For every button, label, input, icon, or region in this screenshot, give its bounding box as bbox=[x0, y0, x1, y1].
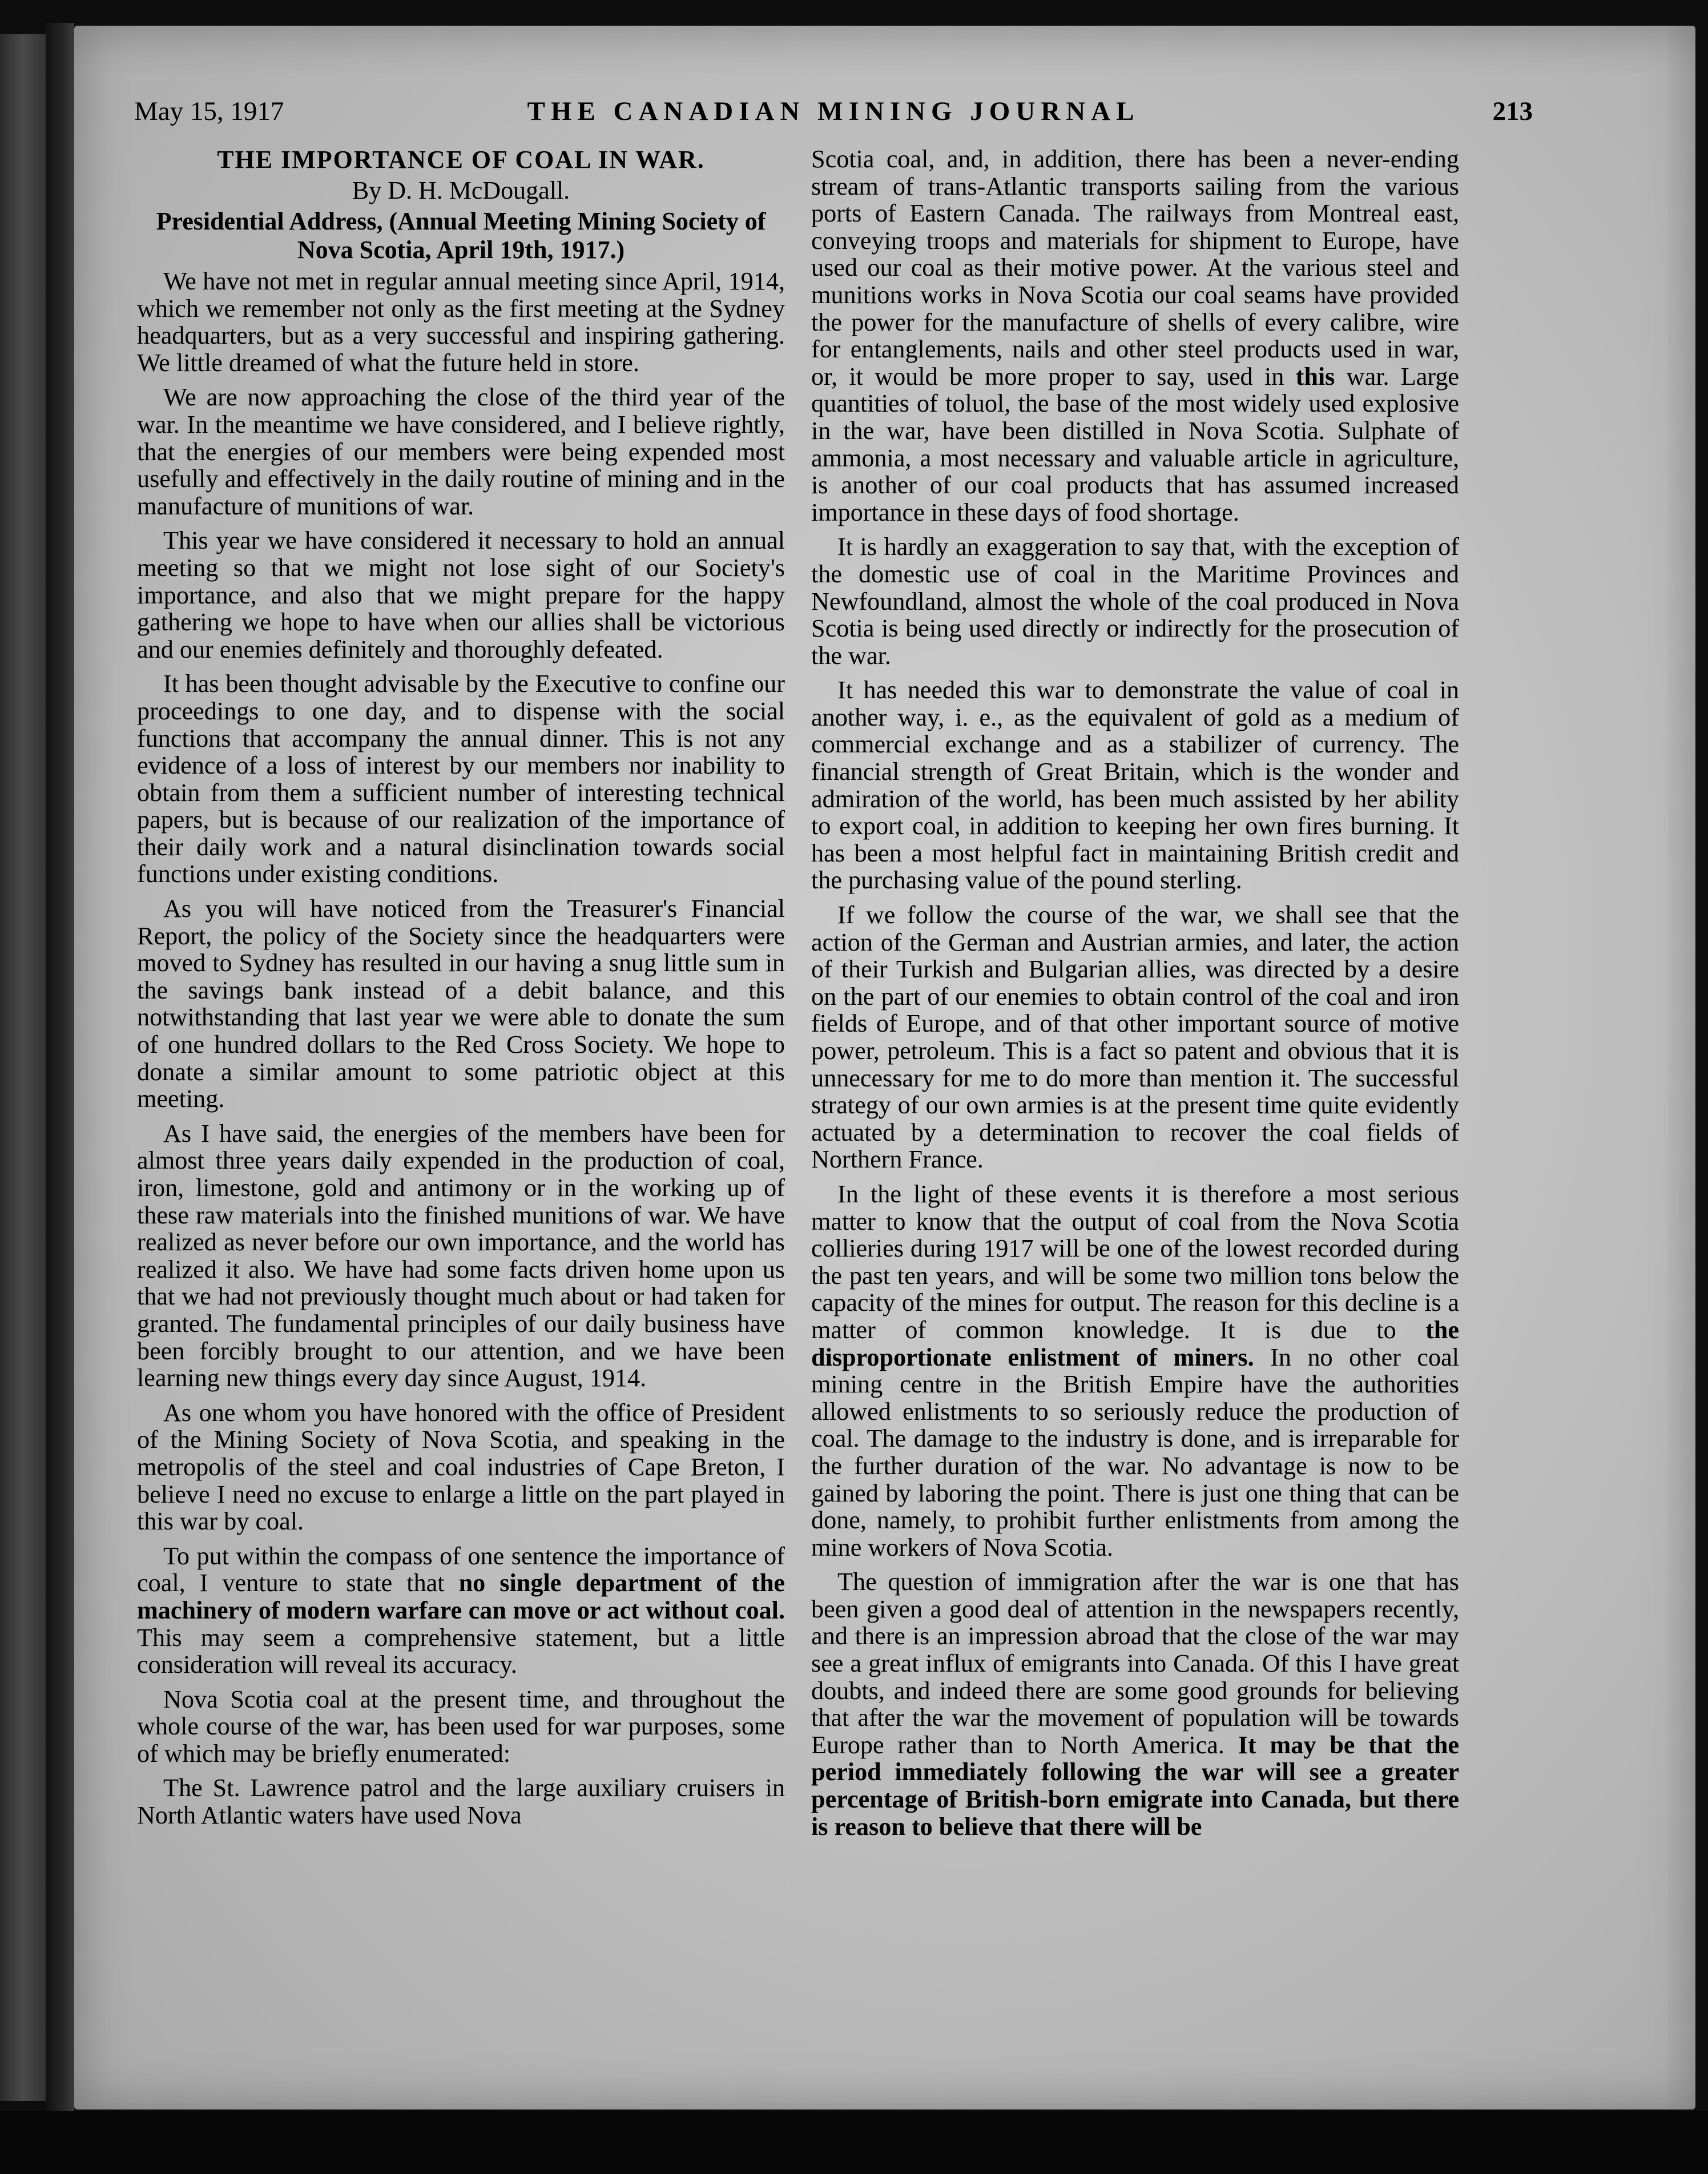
emphasized-text: It may be that the period immediately following the war will see a greater percentage of British-born emigrate into Canada, but there is reason to believe that there will be bbox=[811, 1730, 1459, 1841]
paragraph-text: To put within the compass of one sentence the importance of coal, I venture to state that bbox=[137, 1541, 785, 1597]
paragraph: This year we have considered it necessary to hold an annual meeting so that we might not lose sight of our Society's importance, and also that we might prepare for the happy gathering we hope to have when our allies shall be victorious and our enemies definitely and thoroughly defeated. bbox=[137, 526, 785, 663]
paragraph bbox=[811, 1181, 1459, 1561]
paragraph-text: Scotia coal, and, in addition, there has been a never-ending stream of trans-Atlantic transports sailing from the various ports of Eastern Canada. The railways from Montreal east, conveying troops and materials for shipment to Europe, have used our coal as their motive power. At the various steel and munitions works in Nova Scotia our coal seams have provided the power for the manufacture of shells of every calibre, wire for entanglements, nails and other steel products used in war, or, it would be more proper to say, used in bbox=[811, 145, 1459, 390]
issue-date: May 15, 1917 bbox=[134, 96, 284, 126]
running-head bbox=[134, 91, 1533, 131]
page-number: 213 bbox=[1492, 96, 1533, 126]
journal-title: THE CANADIAN MINING JOURNAL bbox=[527, 96, 1140, 126]
paragraph: The St. Lawrence patrol and the large auxiliary cruisers in North Atlantic waters have used Nova bbox=[137, 1774, 785, 1830]
article-byline: By D. H. McDougall. bbox=[352, 176, 570, 204]
emphasized-text: this bbox=[1295, 362, 1335, 390]
paragraph: Nova Scotia coal at the present time, and throughout the whole course of the war, has been used for war purposes, some of which may be briefly enumerated: bbox=[137, 1685, 785, 1768]
paragraph: It has been thought advisable by the Executive to confine our proceedings to one day, and to dispense with the social functions that accompany the annual dinner. This is not any evidence of a loss of interest by our members nor inability to obtain from them a sufficient number of interesting technical papers, but is because of our realization of the importance of their daily work and a natural disinclination towards social functions under existing conditions. bbox=[137, 670, 785, 888]
paragraph-text: This may seem a comprehensive statement, but a little consideration will reveal its accuracy. bbox=[137, 1623, 785, 1679]
paragraph: As I have said, the energies of the members have been for almost three years daily expended in the production of coal, iron, limestone, gold and antimony or in the working up of these raw materials into the finished munitions of war. We have realized as never before our own importance, and the world has realized it also. We have had some facts driven home upon us that we had not previously thought much about or had taken for granted. The fundamental principles of our daily business have been forcibly brought to our attention, and we have been learning new things every day since August, 1914. bbox=[137, 1119, 785, 1392]
facing-page-edge bbox=[0, 34, 46, 2101]
paragraph: If we follow the course of the war, we shall see that the action of the German and Austrian armies, and later, the action of their Turkish and Bulgarian allies, was directed by a desire on the part of our enemies to obtain control of the coal and iron fields of Europe, and of that other important source of motive power, petroleum. This is a fact so patent and obvious that it is unnecessary for me to do more than mention it. The successful strategy of our own armies is at the present time quite evidently actuated by a determination to recover the coal fields of Northern France. bbox=[811, 901, 1459, 1174]
paragraph: As you will have noticed from the Treasurer's Financial Report, the policy of the Society since the headquarters were moved to Sydney has resulted in our having a snug little sum in the savings bank instead of a debit balance, and this notwithstanding that last year we were able to donate the sum of one hundred dollars to the Red Cross Society. We hope to donate a similar amount to some patriotic object at this meeting. bbox=[137, 895, 785, 1113]
paragraph bbox=[811, 1568, 1459, 1840]
emphasized-text: the disproportionate enlistment of miners. bbox=[811, 1315, 1459, 1371]
scan-border-bottom bbox=[0, 2111, 1708, 2174]
paragraph: As one whom you have honored with the office of President of the Mining Society of Nova Scotia, and speaking in the metropolis of the steel and coal industries of Cape Breton, I believe I need no excuse to enlarge a little on the part played in this war by coal. bbox=[137, 1398, 785, 1536]
left-column bbox=[137, 146, 785, 1837]
article-subtitle: Presidential Address, (Annual Meeting Mining Society of Nova Scotia, April 19th, 1917.) bbox=[156, 207, 766, 264]
binding-gutter bbox=[46, 23, 74, 2112]
paragraph-text: The question of immigration after the war is one that has been given a good deal of attention in the newspapers recently, and there is an impression abroad that the close of the war may see a great influx of emigrants into Canada. Of this I have great doubts, and indeed there are some good grounds for believing that after the war the movement of population will be towards Europe rather than to North America. bbox=[811, 1568, 1459, 1759]
paragraph bbox=[811, 146, 1459, 526]
paragraph-text: war. Large quantities of toluol, the base of the most widely used explosive in the war, have been distilled in Nova Scotia. Sulphate of ammonia, a most necessary and valuable article in agriculture, is another of our coal products that has assumed increased importance in these days of food shortage. bbox=[811, 362, 1460, 526]
article-title: THE IMPORTANCE OF COAL IN WAR. bbox=[217, 146, 705, 174]
paragraph: It has needed this war to demonstrate the value of coal in another way, i. e., as the equivalent of gold as a medium of commercial exchange and as a stabilizer of currency. The financial strength of Great Britain, which is the wonder and admiration of the world, has been much assisted by her ability to export coal, in addition to keeping her own fires burning. It has been a most helpful fact in maintaining British credit and the purchasing value of the pound sterling. bbox=[811, 676, 1459, 895]
paragraph: We have not met in regular annual meeting since April, 1914, which we remember not only as the first meeting at the Sydney headquarters, but as a very successful and inspiring gathering. We little dreamed of what the future held in store. bbox=[137, 267, 785, 377]
paragraph-text: In no other coal mining centre in the British Empire have the authorities allowed enlistments to so seriously reduce the production of coal. The damage to the industry is done, and is irreparable for the further duration of the war. No advantage is now to be gained by laboring the point. There is just one thing that can be done, namely, to prohibit further enlistments from among the mine workers of Nova Scotia. bbox=[811, 1343, 1459, 1561]
right-column bbox=[811, 146, 1459, 1847]
paragraph bbox=[137, 1543, 785, 1678]
paragraph: It is hardly an exaggeration to say that, with the exception of the domestic use of coal in the Maritime Provinces and Newfoundland, almost the whole of the coal produced in Nova Scotia is being used directly or indirectly for the prosecution of the war. bbox=[811, 533, 1459, 670]
paragraph: We are now approaching the close of the third year of the war. In the meantime we have considered, and I believe rightly, that the energies of our members were being expended most usefully and effectively in the daily routine of mining and in the manufacture of munitions of war. bbox=[137, 383, 785, 520]
paragraph-text: In the light of these events it is therefore a most serious matter to know that the output of coal from the Nova Scotia collieries during 1917 will be one of the lowest recorded during the past ten years, and will be some two million tons below the capacity of the mines for output. The reason for this decline is a matter of common knowledge. It is due to bbox=[811, 1179, 1459, 1344]
emphasized-text: no single department of the machinery of modern warfare can move or act without coal. bbox=[137, 1569, 785, 1624]
